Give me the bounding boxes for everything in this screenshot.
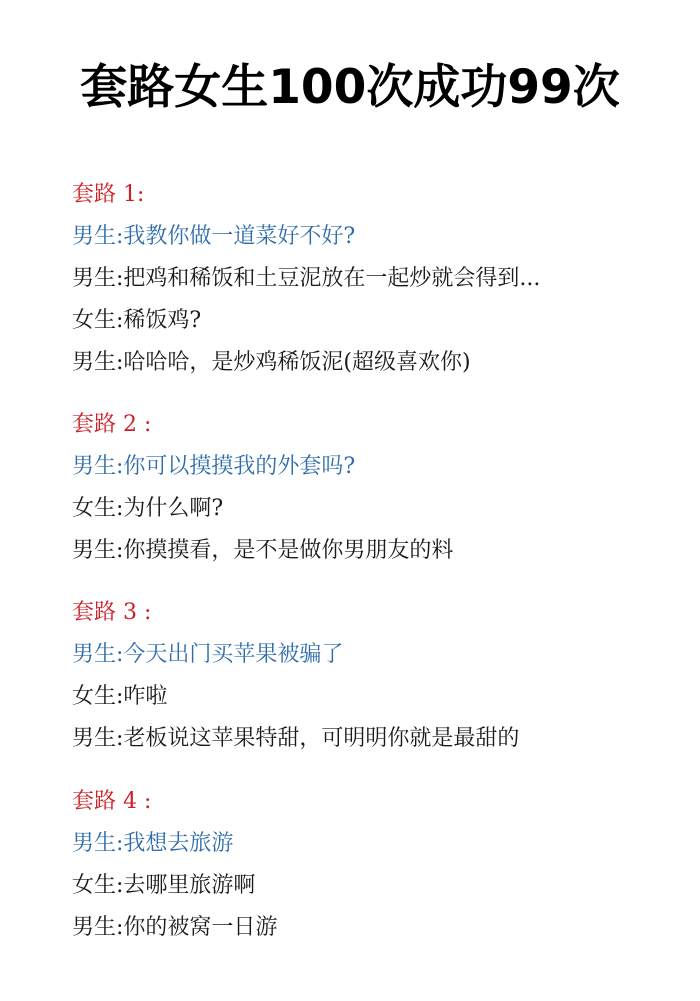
dialogue-line: 男生:你摸摸看，是不是做你男朋友的料 — [72, 538, 454, 563]
dialogue-line: 女生:去哪里旅游啊 — [72, 873, 256, 898]
dialogue-line: 男生:你的被窝一日游 — [72, 915, 278, 940]
section-heading: 套路 4 : — [72, 789, 152, 814]
section-heading: 套路 3 : — [72, 600, 152, 625]
routine-section-4 — [72, 781, 672, 949]
dialogue-line: 女生:稀饭鸡? — [72, 308, 202, 333]
dialogue-line: 男生:今天出门买苹果被骗了 — [72, 642, 344, 667]
routine-section-2 — [72, 404, 672, 572]
dialogue-line: 男生:我想去旅游 — [72, 831, 234, 856]
routine-section-1 — [72, 174, 672, 384]
dialogue-line: 女生:咋啦 — [72, 684, 168, 709]
section-heading: 套路 2 : — [72, 412, 152, 437]
dialogue-line: 男生:老板说这苹果特甜，可明明你就是最甜的 — [72, 726, 520, 751]
dialogue-line: 男生:哈哈哈，是炒鸡稀饭泥(超级喜欢你) — [72, 350, 471, 375]
dialogue-line: 男生:我教你做一道菜好不好? — [72, 224, 356, 249]
section-heading: 套路 1: — [72, 182, 145, 207]
page-title: 套路女生100次成功99次 — [80, 60, 620, 115]
routine-section-3 — [72, 592, 672, 760]
dialogue-line: 男生:你可以摸摸我的外套吗? — [72, 454, 356, 479]
dialogue-line: 男生:把鸡和稀饭和土豆泥放在一起炒就会得到... — [72, 266, 541, 291]
dialogue-line: 女生:为什么啊? — [72, 496, 224, 521]
